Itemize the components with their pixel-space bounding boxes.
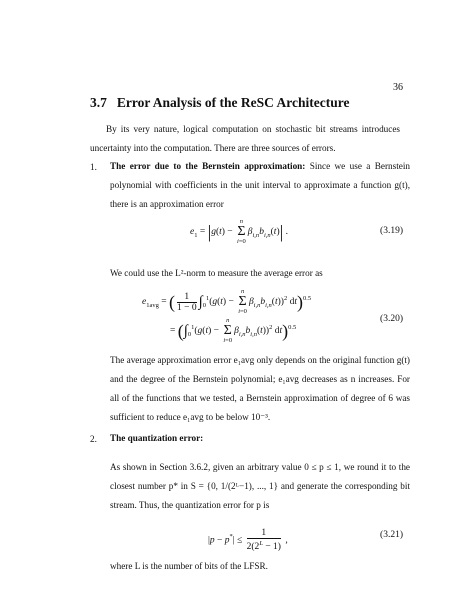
item-text-a: As shown in Section 3.6.2, given an arbitrary value 0 ≤ p ≤ 1, we round it to the closest number p* in S = {0, 1/(2ᴸ−1), ..., 1} and generate the corresponding bit stream. Thus, the quantization error for p is — [110, 462, 410, 510]
equation-3-21: |p − p*| ≤ $\frac{1}{2(2^L - 1)}$ , — [208, 528, 288, 553]
intro-paragraph: By its very nature, logical computation on stochastic bit streams introduces uncertainty into the computation. There are three sources of errors. — [90, 124, 400, 153]
equation-label: (3.20) — [380, 314, 403, 324]
section-heading — [90, 95, 349, 111]
equation-label: (3.19) — [380, 226, 403, 236]
list-item-number: 1. — [90, 162, 97, 172]
item-text-b: We could use the L²-norm to measure the average error as — [110, 268, 323, 278]
list-item-number: 2. — [90, 434, 97, 444]
list-item-text — [110, 157, 410, 214]
equation-label: (3.21) — [380, 530, 403, 540]
section-number: 3.7 — [90, 95, 107, 110]
item-text: Since we use a Bernstein polynomial with coefficients in the unit interval to approximate a function g(t), there is an approximation error — [110, 161, 410, 209]
item-text-c: The average approximation error e₁avg only depends on the original function g(t) and the degree of the Bernstein polynomial; e₁avg decreases as n increases. For all of the functions that we tested, a Bernstein approximation of degree of 6 was sufficient to reduce e₁avg to be below 10⁻³. — [110, 355, 410, 422]
item-heading: The quantization error: — [110, 433, 204, 443]
page-number: 36 — [393, 82, 403, 93]
equation-3-20: $e_{1avg}$ = ( $\frac{1}{1 - 0}$ $\int_0^1(g(t)$ − n Σ i=0 $\beta_{i,n}b_{i,n}(t))^2$ dt)$^{0.5}$ = ($\int_0^1(g(t)$ − n Σ i=0 $\beta_{i,n}b_{i,n}(t))^2$ dt)$^{0.5}$ — [142, 288, 312, 345]
item-text-b: where L is the number of bits of the LFSR. — [110, 561, 268, 571]
section-title: Error Analysis of the ReSC Architecture — [116, 95, 350, 110]
item-heading: The error due to the Bernstein approximation: — [110, 161, 306, 171]
equation-3-19: $e_1 = |g(t)$ − n Σ i=0 $\beta_{i,n}b_{i,n}(t)|$ . — [190, 218, 288, 245]
list-item-text — [110, 429, 410, 448]
